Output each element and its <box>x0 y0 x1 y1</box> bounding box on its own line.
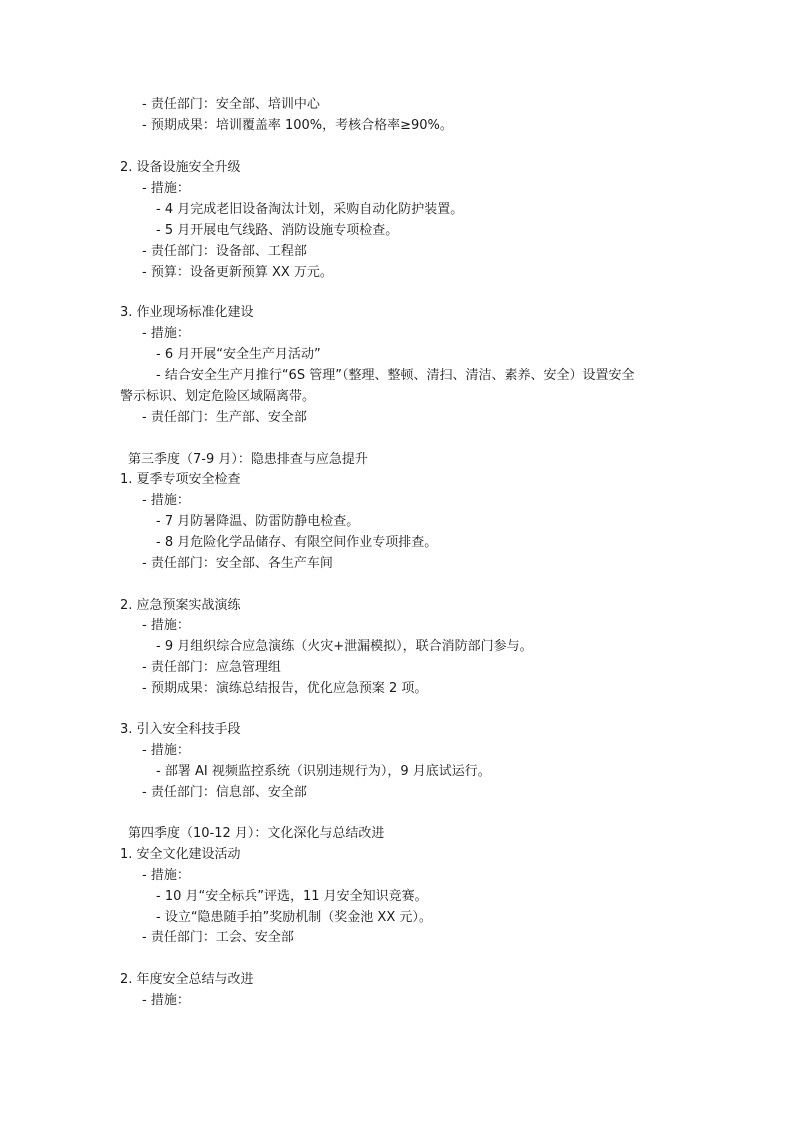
q2-task3-measures-label: - 措施： <box>142 326 190 341</box>
q4-task1-measure-2: - 设立“隐患随手拍”奖励机制（奖金池 XX 元）。 <box>156 910 432 925</box>
q3-task2-measure-1: - 9 月组织综合应急演练（火灾+泄漏模拟），联合消防部门参与。 <box>156 639 533 654</box>
q3-task2-measures-label: - 措施： <box>142 618 190 633</box>
q3-task3-responsible-dept: - 责任部门：信息部、安全部 <box>142 785 307 800</box>
q2-task2-responsible-dept: - 责任部门：设备部、工程部 <box>142 244 307 259</box>
q3-task3-measures-label: - 措施： <box>142 743 190 758</box>
q3-task2-title: 2. 应急预案实战演练 <box>120 598 241 613</box>
q2-task3-measure-2-continued: 警示标识、划定危险区域隔离带。 <box>120 389 316 404</box>
q3-task1-measure-2: - 8 月危险化学品储存、有限空间作业专项排查。 <box>156 535 438 550</box>
q4-task1-title: 1. 安全文化建设活动 <box>120 847 241 862</box>
q4-task1-measure-1: - 10 月“安全标兵”评选，11 月安全知识竞赛。 <box>156 889 428 904</box>
q3-task3-measure-1: - 部署 AI 视频监控系统（识别违规行为），9 月底试运行。 <box>156 764 491 779</box>
q4-section-heading: 第四季度（10-12 月）：文化深化与总结改进 <box>128 826 385 841</box>
q2-task3-measure-1: - 6 月开展“安全生产月活动” <box>156 347 321 362</box>
q3-task1-measures-label: - 措施： <box>142 493 190 508</box>
q3-task1-responsible-dept: - 责任部门：安全部、各生产车间 <box>142 556 333 571</box>
q2-task2-measure-1: - 4 月完成老旧设备淘汰计划，采购自动化防护装置。 <box>156 202 464 217</box>
q2-task2-budget: - 预算：设备更新预算 XX 万元。 <box>142 265 333 280</box>
q4-task1-responsible-dept: - 责任部门：工会、安全部 <box>142 930 294 945</box>
q2-task3-responsible-dept: - 责任部门：生产部、安全部 <box>142 410 307 425</box>
q2-task3-title: 3. 作业现场标准化建设 <box>120 305 254 320</box>
q2-task3-measure-2: - 结合安全生产月推行“6S 管理”（整理、整顿、清扫、清洁、素养、安全）设置安全 <box>156 368 635 383</box>
q3-task2-responsible-dept: - 责任部门：应急管理组 <box>142 660 281 675</box>
q3-task1-measure-1: - 7 月防暑降温、防雷防静电检查。 <box>156 514 360 529</box>
q2-task1-responsible-dept: - 责任部门：安全部、培训中心 <box>142 97 320 112</box>
q3-task1-title: 1. 夏季专项安全检查 <box>120 472 241 487</box>
q4-task2-title: 2. 年度安全总结与改进 <box>120 972 254 987</box>
q4-task2-measures-label: - 措施： <box>142 993 190 1008</box>
q2-task1-expected-result: - 预期成果：培训覆盖率 100%，考核合格率≥90%。 <box>142 118 453 133</box>
q3-task3-title: 3. 引入安全科技手段 <box>120 722 241 737</box>
q3-section-heading: 第三季度（7-9 月）：隐患排查与应急提升 <box>128 452 368 467</box>
q2-task2-measure-2: - 5 月开展电气线路、消防设施专项检查。 <box>156 223 399 238</box>
q3-task2-expected-result: - 预期成果：演练总结报告，优化应急预案 2 项。 <box>142 681 428 696</box>
q2-task2-measures-label: - 措施： <box>142 181 190 196</box>
q4-task1-measures-label: - 措施： <box>142 868 190 883</box>
q2-task2-title: 2. 设备设施安全升级 <box>120 160 241 175</box>
